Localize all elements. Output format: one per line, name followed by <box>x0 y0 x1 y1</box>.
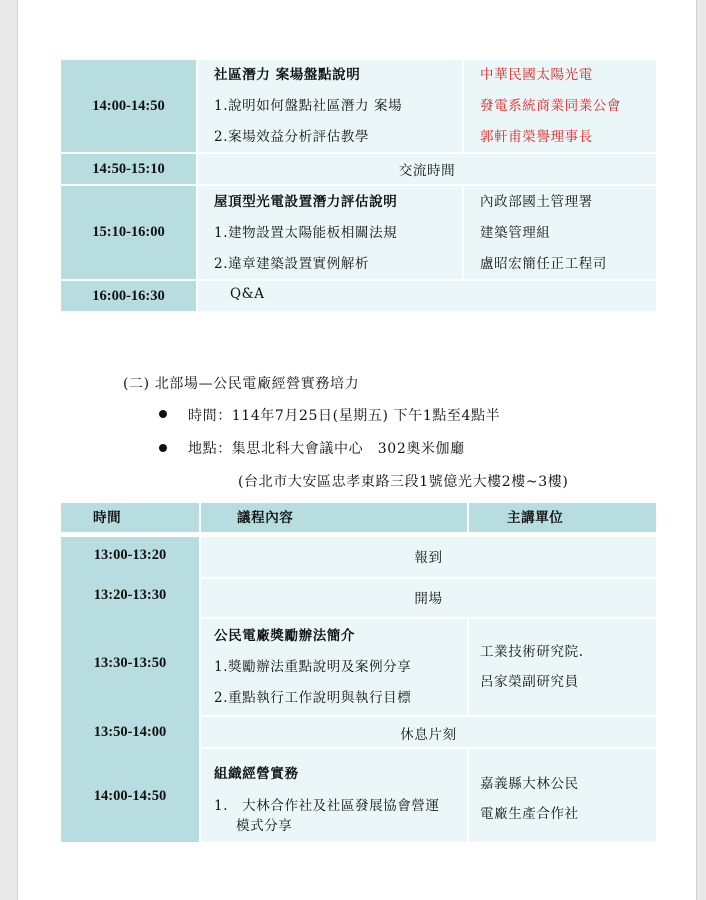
time-cell: 15:10-16:00 <box>61 186 196 279</box>
time-cell: 13:50-14:00 <box>93 724 167 740</box>
time-cell: 13:30-13:50 <box>93 655 167 671</box>
session-item: 1.獎勵辦法重點說明及案例分享 <box>214 659 412 675</box>
bullet-icon <box>159 444 167 452</box>
session-item: 2.違章建築設置實例解析 <box>214 256 370 272</box>
section-heading: (二) 北部場—公民電廠經營實務培力 <box>123 376 360 392</box>
speaker-line: 盧昭宏簡任正工程司 <box>480 256 607 272</box>
span-cell <box>201 537 656 577</box>
time-cell: 14:00-14:50 <box>61 60 196 152</box>
event-time: 時間：114年7月25日(星期五) 下午1點至4點半 <box>188 408 501 424</box>
session-title: 組織經營實務 <box>214 766 299 782</box>
time-cell: 13:00-13:20 <box>93 547 167 563</box>
session-item: 2.重點執行工作說明與執行目標 <box>214 690 412 706</box>
header-cell: 議程內容 <box>201 503 467 532</box>
span-cell <box>198 281 656 311</box>
speaker-line: 呂家榮副研究員 <box>480 674 579 690</box>
span-text: 交流時間 <box>398 163 456 179</box>
event-place: 地點：集思北科大會議中心 302奧米伽廳 <box>188 441 465 457</box>
span-cell <box>201 717 656 747</box>
time-cell: 14:00-14:50 <box>93 788 167 804</box>
span-text: 報到 <box>414 550 443 566</box>
session-title: 屋頂型光電設置潛力評估說明 <box>214 194 398 210</box>
span-cell <box>201 579 656 617</box>
span-text: 開場 <box>414 591 443 607</box>
speaker-line: 內政部國土管理署 <box>480 194 593 210</box>
speaker-line: 中華民國太陽光電 <box>480 67 593 83</box>
time-cell: 13:20-13:30 <box>93 587 167 603</box>
session-item: 模式分享 <box>236 818 293 834</box>
event-address: (台北市大安區忠孝東路三段1號億光大樓2樓~3樓) <box>238 474 569 490</box>
bullet-icon <box>159 410 167 418</box>
header-cell: 主講單位 <box>469 503 656 532</box>
speaker-line: 建築管理組 <box>480 225 551 241</box>
session-item: 1.建物設置太陽能板相關法規 <box>214 225 398 241</box>
speaker-line: 電廠生產合作社 <box>480 806 579 822</box>
speaker-line: 郭軒甫榮譽理事長 <box>480 129 593 145</box>
header-cell: 時間 <box>61 503 199 532</box>
speaker-line: 嘉義縣大林公民 <box>480 776 579 792</box>
session-item: 2.案場效益分析評估教學 <box>214 129 370 145</box>
session-title: 社區潛力 案場盤點說明 <box>214 67 361 83</box>
session-title: 公民電廠獎勵辦法簡介 <box>214 628 355 644</box>
span-text: Q&A <box>230 286 265 302</box>
time-cell: 14:50-15:10 <box>61 154 196 184</box>
session-item: 1.說明如何盤點社區潛力 案場 <box>214 98 403 114</box>
speaker-cell <box>469 749 656 842</box>
document-page <box>17 0 697 900</box>
speaker-line: 工業技術研究院. <box>480 644 584 660</box>
span-cell <box>198 154 656 184</box>
session-item: 1. 大林合作社及社區發展協會營運 <box>214 798 440 814</box>
speaker-line: 發電系統商業同業公會 <box>480 98 621 114</box>
time-cell: 16:00-16:30 <box>61 281 196 311</box>
speaker-cell <box>469 619 656 715</box>
span-text: 休息片刻 <box>400 727 457 743</box>
